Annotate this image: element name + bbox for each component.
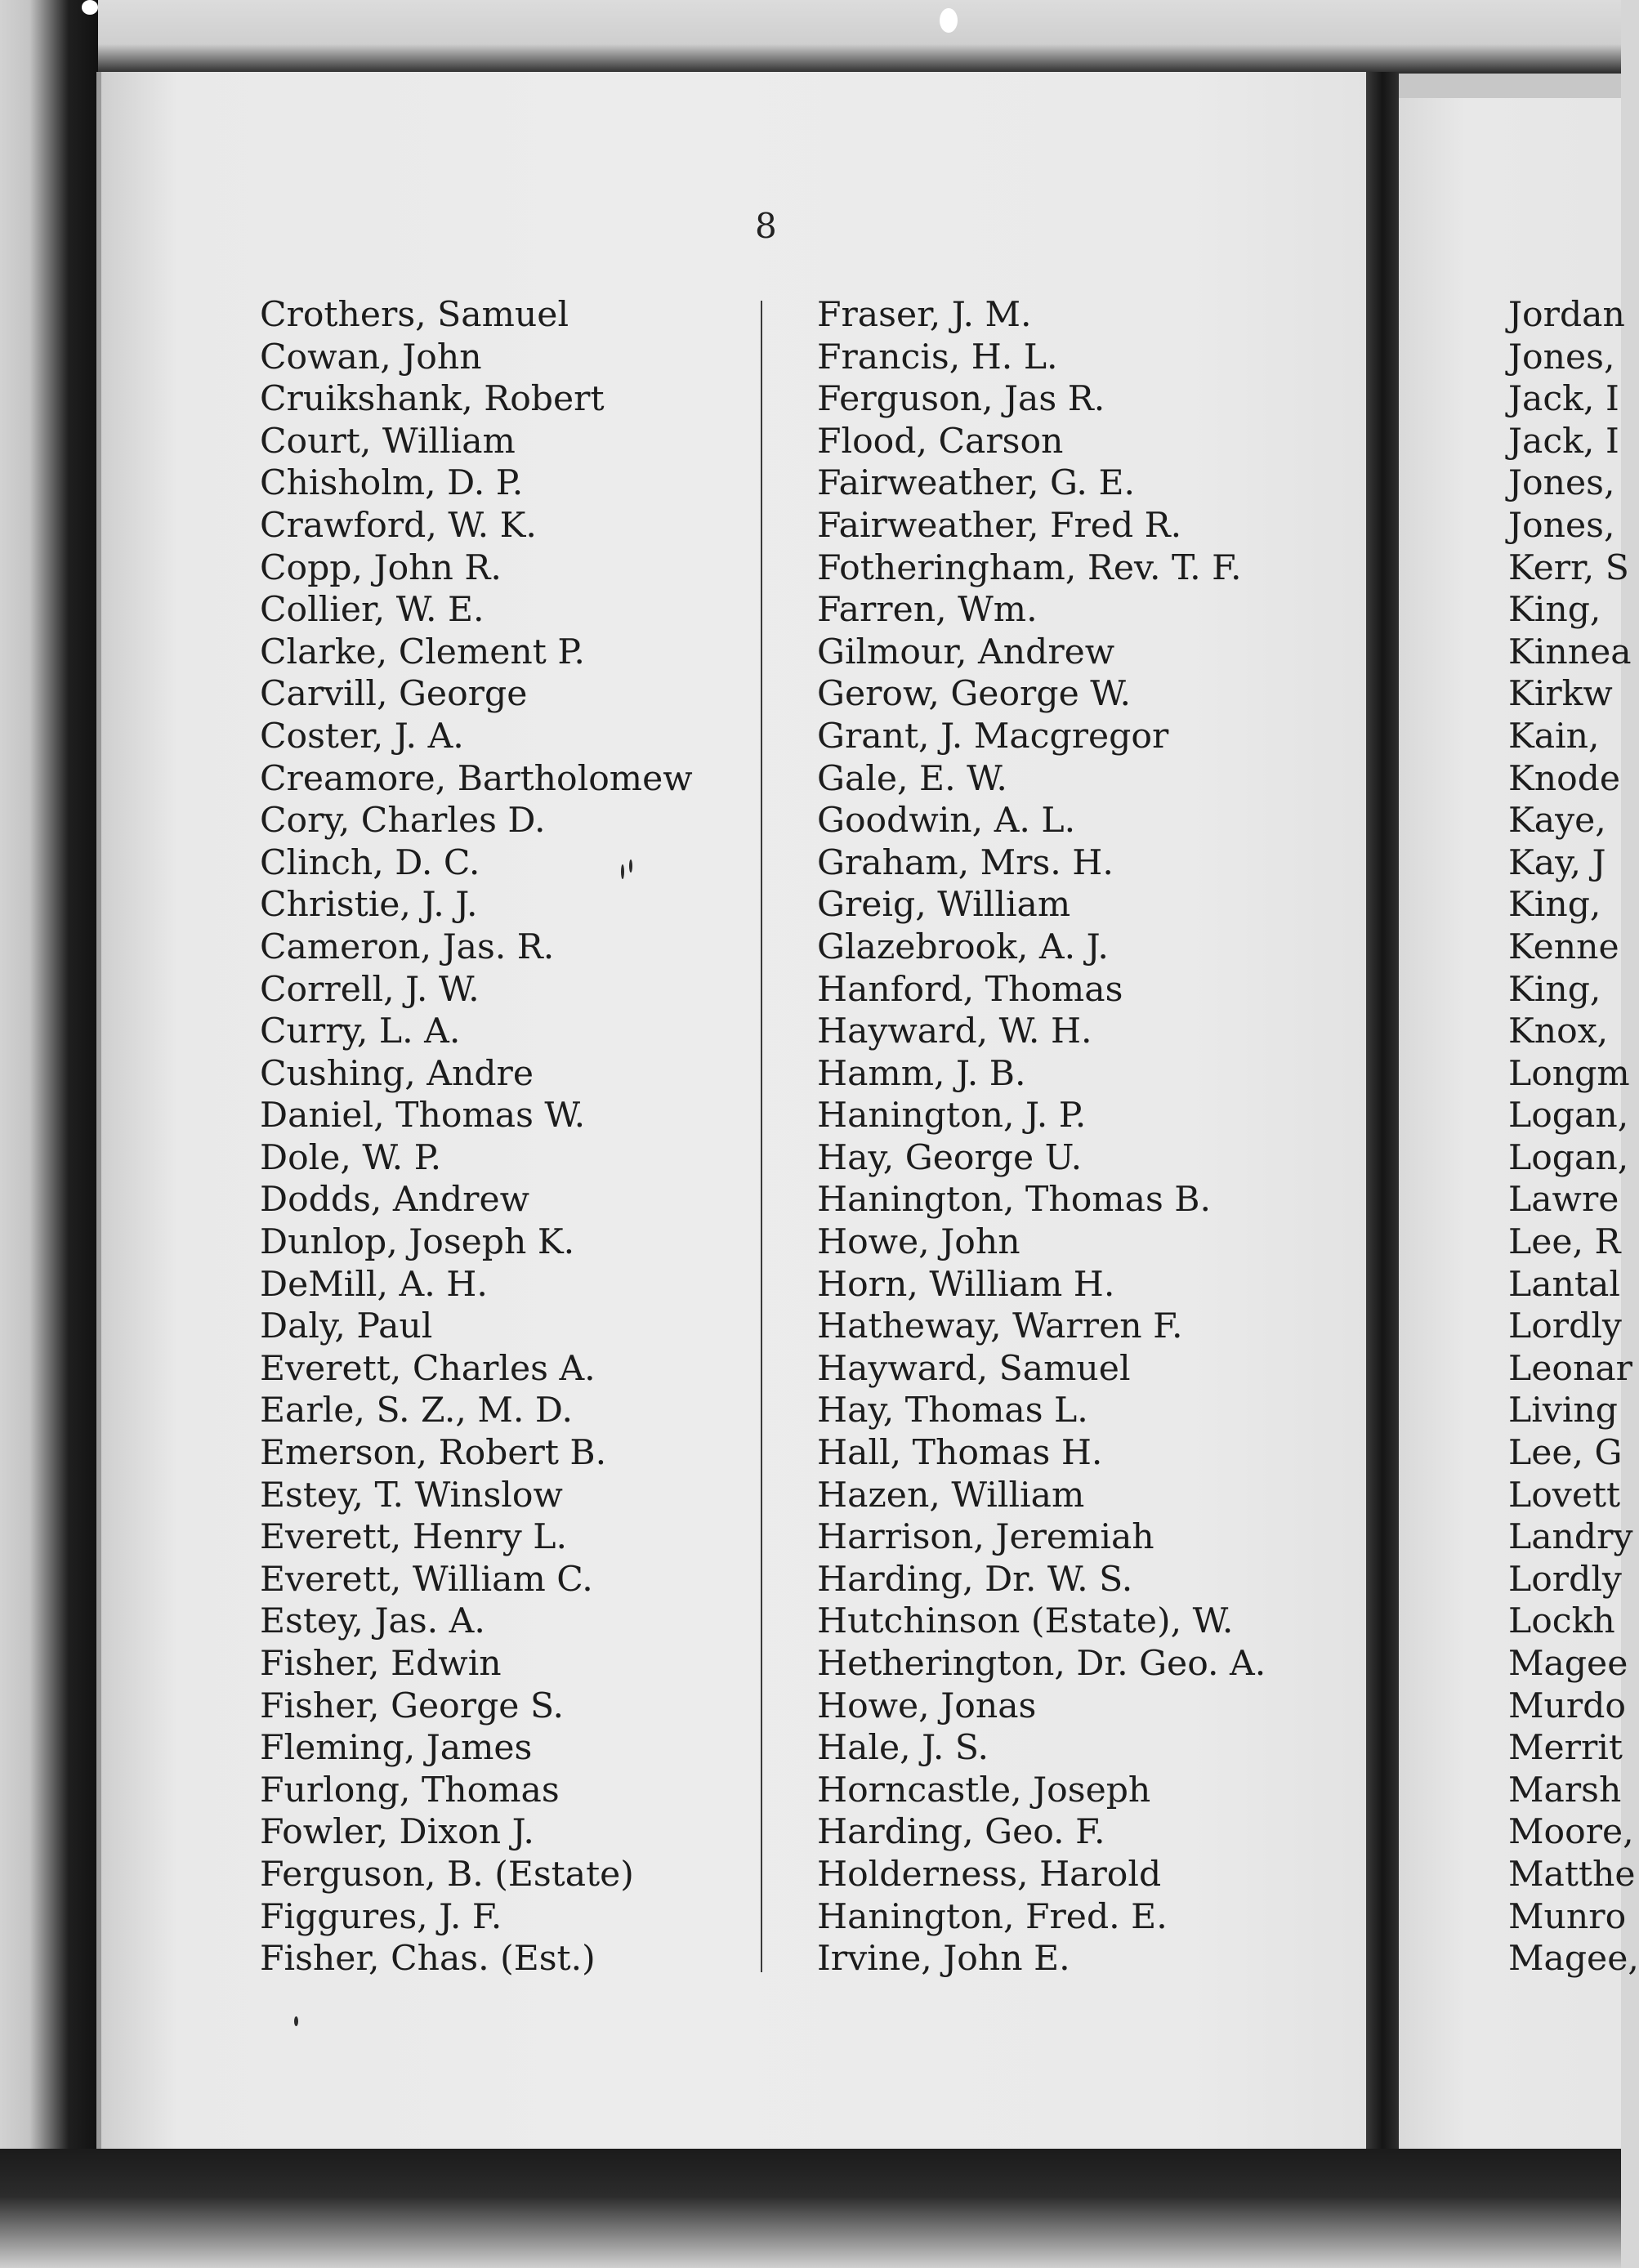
name-entry: Hay, George U. <box>817 1137 1083 1178</box>
scan-left-edge <box>0 0 98 2268</box>
name-entry: Hall, Thomas H. <box>817 1433 1103 1474</box>
ink-speck <box>82 0 98 15</box>
name-entry: Fotheringham, Rev. T. F. <box>817 547 1242 588</box>
name-entry: Hanington, Thomas B. <box>817 1180 1212 1221</box>
name-entry: Knode <box>1508 758 1621 799</box>
name-entry: Graham, Mrs. H. <box>817 842 1114 883</box>
book-gutter <box>1366 72 1399 2163</box>
name-entry: Copp, John R. <box>260 547 502 588</box>
name-entry: Kirkw <box>1508 674 1613 715</box>
name-entry: Hanington, Fred. E. <box>817 1896 1168 1937</box>
name-entry: Creamore, Bartholomew <box>260 758 693 799</box>
name-entry: King, <box>1508 590 1601 631</box>
name-entry: Correll, J. W. <box>260 969 480 1010</box>
name-entry: Carvill, George <box>260 674 528 715</box>
name-entry: DeMill, A. H. <box>260 1264 488 1305</box>
name-entry: Hatheway, Warren F. <box>817 1306 1183 1347</box>
name-entry: Fraser, J. M. <box>817 295 1032 335</box>
name-list-left <box>260 294 693 1980</box>
name-entry: Magee <box>1508 1644 1628 1684</box>
name-entry: Cameron, Jas. R. <box>260 926 555 967</box>
name-entry: Harding, Geo. F. <box>817 1812 1105 1853</box>
scan-bottom-edge <box>0 2149 1621 2268</box>
ink-speck <box>940 8 958 33</box>
name-entry: Kerr, S <box>1508 547 1629 588</box>
name-entry: Emerson, Robert B. <box>260 1433 607 1474</box>
name-entry: Fleming, James <box>260 1728 533 1769</box>
name-entry: Murdo <box>1508 1685 1626 1726</box>
name-entry: Lordly <box>1508 1306 1622 1347</box>
name-entry: Francis, H. L. <box>817 337 1058 377</box>
name-entry: Knox, <box>1508 1011 1609 1052</box>
name-list-middle <box>817 294 1266 1980</box>
name-entry: Kay, J <box>1508 842 1606 883</box>
name-entry: Jordan <box>1508 295 1625 335</box>
name-entry: Gerow, George W. <box>817 674 1131 715</box>
name-entry: Kinnea <box>1508 632 1632 672</box>
name-entry: Harrison, Jeremiah <box>817 1517 1154 1558</box>
name-entry: Horn, William H. <box>817 1264 1115 1305</box>
name-entry: Christie, J. J. <box>260 885 478 926</box>
name-entry: Estey, Jas. A. <box>260 1601 485 1642</box>
name-entry: Ferguson, B. (Estate) <box>260 1854 634 1895</box>
name-entry: Lee, G <box>1508 1433 1623 1474</box>
name-entry: Cruikshank, Robert <box>260 379 605 420</box>
name-entry: Howe, Jonas <box>817 1685 1037 1726</box>
name-entry: Jones, <box>1508 463 1615 504</box>
name-entry: Howe, John <box>817 1222 1020 1263</box>
name-entry: Matthe <box>1508 1854 1636 1895</box>
name-entry: Everett, Charles A. <box>260 1348 596 1389</box>
name-entry: Hayward, W. H. <box>817 1011 1092 1052</box>
name-entry: Fairweather, G. E. <box>817 463 1135 504</box>
name-entry: Kaye, <box>1508 801 1606 842</box>
name-entry: Everett, William C. <box>260 1559 593 1600</box>
name-entry: Hetherington, Dr. Geo. A. <box>817 1644 1266 1684</box>
name-entry: Hale, J. S. <box>817 1728 989 1769</box>
name-entry: Daniel, Thomas W. <box>260 1096 586 1136</box>
name-entry: Hazen, William <box>817 1475 1085 1516</box>
name-entry: Estey, T. Winslow <box>260 1475 563 1516</box>
page-number: 8 <box>755 206 777 246</box>
name-entry: Cowan, John <box>260 337 482 377</box>
name-entry: Hayward, Samuel <box>817 1348 1131 1389</box>
ink-speck <box>294 2016 298 2026</box>
name-entry: Lordly <box>1508 1559 1622 1600</box>
name-entry: Lee, R <box>1508 1222 1621 1263</box>
name-entry: Magee, <box>1508 1939 1639 1980</box>
name-entry: Hutchinson (Estate), W. <box>817 1601 1234 1642</box>
name-entry: Irvine, John E. <box>817 1939 1070 1980</box>
name-entry: Grant, J. Macgregor <box>817 716 1169 757</box>
scan-top-edge <box>0 0 1621 74</box>
name-entry: Daly, Paul <box>260 1306 433 1347</box>
name-entry: Everett, Henry L. <box>260 1517 567 1558</box>
name-entry: Cory, Charles D. <box>260 801 546 842</box>
name-entry: Furlong, Thomas <box>260 1770 560 1810</box>
name-entry: Flood, Carson <box>817 421 1064 462</box>
name-entry: Court, William <box>260 421 516 462</box>
name-entry: Clinch, D. C. <box>260 842 480 883</box>
name-entry: Curry, L. A. <box>260 1011 461 1052</box>
name-entry: Lockh <box>1508 1601 1615 1642</box>
name-entry: Hanington, J. P. <box>817 1096 1087 1136</box>
name-entry: Hanford, Thomas <box>817 969 1123 1010</box>
name-entry: Fisher, Chas. (Est.) <box>260 1939 596 1980</box>
name-entry: Fowler, Dixon J. <box>260 1812 534 1853</box>
name-entry: Moore, <box>1508 1812 1634 1853</box>
name-entry: Lantal <box>1508 1264 1620 1305</box>
name-entry: King, <box>1508 969 1601 1010</box>
name-entry: Fisher, George S. <box>260 1685 565 1726</box>
name-entry: Fairweather, Fred R. <box>817 505 1182 546</box>
name-entry: Kenne <box>1508 926 1619 967</box>
name-entry: Dunlop, Joseph K. <box>260 1222 575 1263</box>
name-entry: Marsh <box>1508 1770 1622 1810</box>
name-entry: Crawford, W. K. <box>260 505 537 546</box>
column-divider <box>761 301 762 1972</box>
name-entry: Jones, <box>1508 337 1615 377</box>
name-entry: Gilmour, Andrew <box>817 632 1115 672</box>
name-entry: Dodds, Andrew <box>260 1180 530 1221</box>
name-entry: Longm <box>1508 1053 1630 1094</box>
name-entry: Munro <box>1508 1896 1627 1937</box>
name-entry: Jack, I <box>1508 421 1619 462</box>
name-entry: Hamm, J. B. <box>817 1053 1026 1094</box>
name-entry: Landry <box>1508 1517 1633 1558</box>
name-entry: Holderness, Harold <box>817 1854 1162 1895</box>
name-entry: Glazebrook, A. J. <box>817 926 1109 967</box>
name-entry: Hay, Thomas L. <box>817 1391 1088 1431</box>
name-entry: Logan, <box>1508 1096 1629 1136</box>
name-entry: Logan, <box>1508 1137 1629 1178</box>
name-entry: Fisher, Edwin <box>260 1644 502 1684</box>
name-entry: King, <box>1508 885 1601 926</box>
name-entry: Living <box>1508 1391 1618 1431</box>
name-entry: Merrit <box>1508 1728 1623 1769</box>
name-entry: Coster, J. A. <box>260 716 464 757</box>
name-entry: Goodwin, A. L. <box>817 801 1076 842</box>
name-entry: Horncastle, Joseph <box>817 1770 1151 1810</box>
name-entry: Greig, William <box>817 885 1071 926</box>
name-entry: Lawre <box>1508 1180 1619 1221</box>
name-entry: Lovett <box>1508 1475 1621 1516</box>
name-entry: Chisholm, D. P. <box>260 463 524 504</box>
name-entry: Collier, W. E. <box>260 590 485 631</box>
name-entry: Cushing, Andre <box>260 1053 534 1094</box>
name-entry: Harding, Dr. W. S. <box>817 1559 1133 1600</box>
name-entry: Figgures, J. F. <box>260 1896 502 1937</box>
name-entry: Ferguson, Jas R. <box>817 379 1105 420</box>
name-entry: Jones, <box>1508 505 1615 546</box>
name-entry: Kain, <box>1508 716 1600 757</box>
name-entry: Crothers, Samuel <box>260 295 569 335</box>
name-entry: Jack, I <box>1508 379 1619 420</box>
name-list-right-partial <box>1508 294 1639 1980</box>
name-entry: Clarke, Clement P. <box>260 632 585 672</box>
name-entry: Leonar <box>1508 1348 1632 1389</box>
name-entry: Dole, W. P. <box>260 1137 442 1178</box>
name-entry: Gale, E. W. <box>817 758 1007 799</box>
name-entry: Earle, S. Z., M. D. <box>260 1391 573 1431</box>
name-entry: Farren, Wm. <box>817 590 1038 631</box>
